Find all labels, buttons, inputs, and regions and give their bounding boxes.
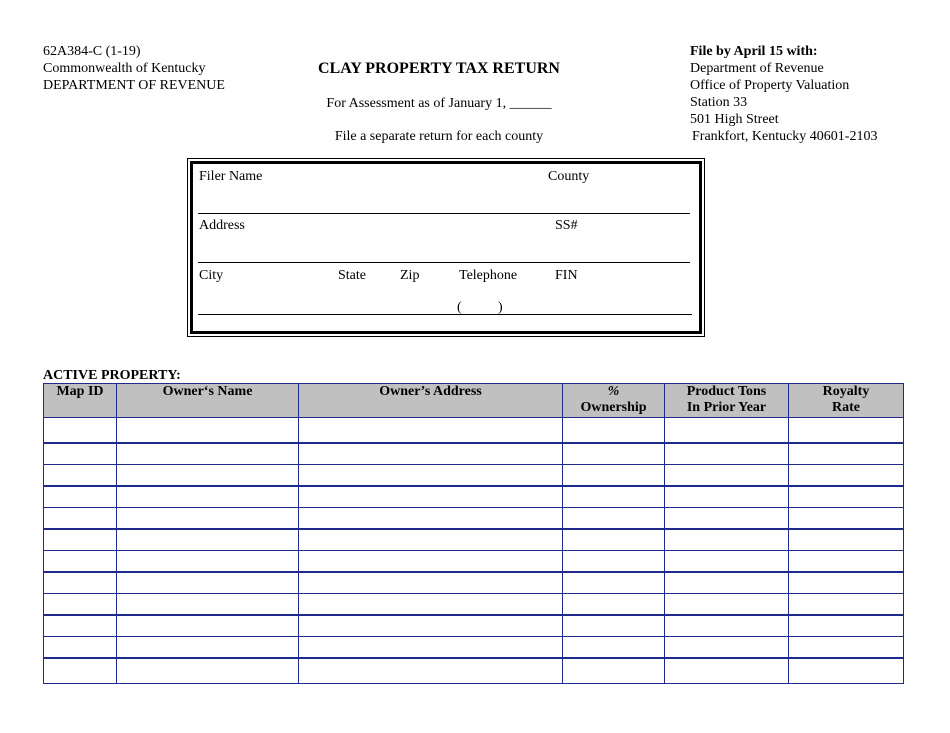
- table-cell[interactable]: [117, 658, 299, 684]
- address-line: Station 33: [690, 95, 748, 110]
- table-cell[interactable]: [789, 443, 904, 465]
- table-cell[interactable]: [665, 615, 789, 637]
- table-cell[interactable]: [665, 443, 789, 465]
- active-property-title: ACTIVE PROPERTY:: [43, 368, 181, 383]
- filer-info-box: [190, 161, 702, 334]
- table-cell[interactable]: [789, 594, 904, 616]
- filer-name-line[interactable]: [198, 213, 690, 214]
- table-cell[interactable]: [563, 615, 665, 637]
- table-cell[interactable]: [117, 418, 299, 444]
- table-header-row: [44, 384, 904, 418]
- table-cell[interactable]: [117, 594, 299, 616]
- table-cell[interactable]: [789, 551, 904, 573]
- address-line: Frankfort, Kentucky 40601-2103: [692, 129, 878, 144]
- city-line-field[interactable]: [198, 314, 692, 315]
- table-cell[interactable]: [299, 615, 563, 637]
- table-cell[interactable]: [44, 508, 117, 530]
- ss-label: SS#: [555, 218, 578, 233]
- zip-label: Zip: [400, 268, 420, 283]
- table-cell[interactable]: [665, 572, 789, 594]
- table-cell[interactable]: [44, 443, 117, 465]
- address-line-field[interactable]: [198, 262, 690, 263]
- table-cell[interactable]: [117, 572, 299, 594]
- table-cell[interactable]: [563, 465, 665, 487]
- table-cell[interactable]: [44, 615, 117, 637]
- table-cell[interactable]: [563, 529, 665, 551]
- table-cell[interactable]: [299, 443, 563, 465]
- table-cell[interactable]: [117, 465, 299, 487]
- table-cell[interactable]: [44, 418, 117, 444]
- table-cell[interactable]: [789, 637, 904, 659]
- table-cell[interactable]: [299, 637, 563, 659]
- table-row: [44, 529, 904, 551]
- assessment-line: For Assessment as of January 1, ______: [326, 96, 552, 111]
- col-royalty-rate: Royalty Rate: [789, 384, 904, 418]
- table-row: [44, 465, 904, 487]
- table-cell[interactable]: [117, 443, 299, 465]
- table-cell[interactable]: [117, 551, 299, 573]
- table-row: [44, 443, 904, 465]
- table-cell[interactable]: [665, 529, 789, 551]
- address-line: Department of Revenue: [690, 61, 824, 76]
- table-cell[interactable]: [299, 551, 563, 573]
- table-cell[interactable]: [665, 508, 789, 530]
- table-row: [44, 615, 904, 637]
- active-property-table: [43, 383, 904, 684]
- table-cell[interactable]: [299, 486, 563, 508]
- address-line: 501 High Street: [690, 112, 779, 127]
- table-cell[interactable]: [44, 529, 117, 551]
- table-cell[interactable]: [299, 465, 563, 487]
- table-cell[interactable]: [789, 508, 904, 530]
- table-cell[interactable]: [299, 508, 563, 530]
- table-cell[interactable]: [563, 443, 665, 465]
- address-label: Address: [199, 218, 245, 233]
- separate-return-note: File a separate return for each county: [334, 129, 544, 144]
- agency-line-2: DEPARTMENT OF REVENUE: [43, 78, 225, 93]
- table-row: [44, 486, 904, 508]
- table-cell[interactable]: [44, 637, 117, 659]
- table-row: [44, 594, 904, 616]
- table-row: [44, 418, 904, 444]
- col-owner-name: Owner‘s Name: [117, 384, 299, 418]
- table-cell[interactable]: [44, 486, 117, 508]
- table-row: [44, 551, 904, 573]
- table-cell[interactable]: [117, 508, 299, 530]
- table-cell[interactable]: [789, 529, 904, 551]
- table-cell[interactable]: [665, 465, 789, 487]
- city-label: City: [199, 268, 224, 283]
- file-by-deadline: File by April 15 with:: [690, 44, 818, 59]
- table-cell[interactable]: [299, 594, 563, 616]
- county-label: County: [548, 169, 590, 184]
- col-product-tons: Product Tons In Prior Year: [665, 384, 789, 418]
- table-cell[interactable]: [563, 572, 665, 594]
- table-cell[interactable]: [789, 658, 904, 684]
- table-cell[interactable]: [117, 637, 299, 659]
- table-cell[interactable]: [665, 486, 789, 508]
- table-cell[interactable]: [563, 658, 665, 684]
- table-cell[interactable]: [44, 551, 117, 573]
- table-cell[interactable]: [299, 572, 563, 594]
- table-cell[interactable]: [44, 572, 117, 594]
- telephone-label: Telephone: [459, 268, 518, 283]
- form-id: 62A384-C (1-19): [43, 44, 141, 59]
- table-cell[interactable]: [563, 637, 665, 659]
- form-title: CLAY PROPERTY TAX RETURN: [318, 60, 560, 77]
- table-cell[interactable]: [44, 465, 117, 487]
- filer-name-label: Filer Name: [199, 169, 263, 184]
- col-percent-ownership: % Ownership: [563, 384, 665, 418]
- table-cell[interactable]: [299, 529, 563, 551]
- agency-line-1: Commonwealth of Kentucky: [43, 61, 206, 76]
- table-cell[interactable]: [44, 658, 117, 684]
- col-map-id: Map ID: [44, 384, 117, 418]
- table-cell[interactable]: [117, 486, 299, 508]
- table-cell[interactable]: [563, 418, 665, 444]
- table-cell[interactable]: [563, 486, 665, 508]
- table-cell[interactable]: [789, 465, 904, 487]
- address-line: Office of Property Valuation: [690, 78, 850, 93]
- table-cell[interactable]: [44, 594, 117, 616]
- phone-close-paren: ): [498, 300, 503, 315]
- table-cell[interactable]: [789, 572, 904, 594]
- fin-label: FIN: [555, 268, 578, 283]
- table-row: [44, 572, 904, 594]
- phone-open-paren: (: [457, 300, 462, 315]
- table-cell[interactable]: [117, 529, 299, 551]
- table-cell[interactable]: [299, 658, 563, 684]
- state-label: State: [338, 268, 366, 283]
- table-row: [44, 637, 904, 659]
- table-row: [44, 508, 904, 530]
- table-row: [44, 658, 904, 684]
- table-cell[interactable]: [665, 551, 789, 573]
- table-cell[interactable]: [789, 418, 904, 444]
- table-cell[interactable]: [563, 508, 665, 530]
- table-cell[interactable]: [665, 658, 789, 684]
- col-owner-address: Owner’s Address: [299, 384, 563, 418]
- table-cell[interactable]: [665, 594, 789, 616]
- table-cell[interactable]: [789, 486, 904, 508]
- table-cell[interactable]: [563, 594, 665, 616]
- filing-address-block: [690, 43, 877, 145]
- table-cell[interactable]: [299, 418, 563, 444]
- table-cell[interactable]: [117, 615, 299, 637]
- table-cell[interactable]: [563, 551, 665, 573]
- table-cell[interactable]: [665, 418, 789, 444]
- table-cell[interactable]: [789, 615, 904, 637]
- table-cell[interactable]: [665, 637, 789, 659]
